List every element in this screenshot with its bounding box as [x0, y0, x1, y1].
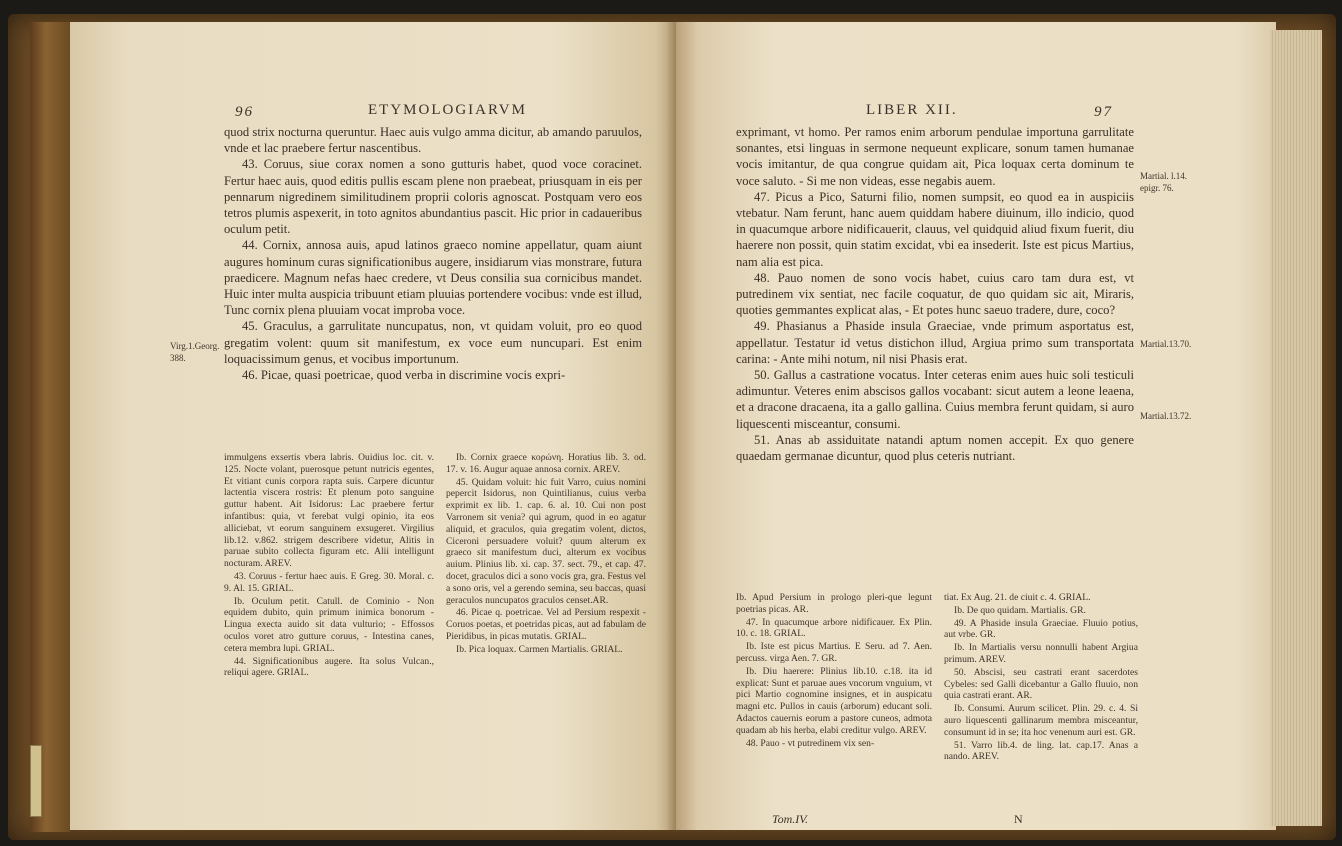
left-notes-column-2: [446, 452, 646, 657]
footnote: tiat. Ex Aug. 21. de ciuit c. 4. GRIAL.: [944, 592, 1091, 603]
footnote: 44. Significationibus augere. Ita solus Vulcan., reliqui agere. GRIAL.: [224, 655, 434, 679]
right-margin-note: Martial.13.70.: [1140, 339, 1192, 349]
footnote: Ib. Iste est picus Martius. E Seru. ad 7. Aen. percuss. virga Aen. 7. GR.: [736, 641, 932, 664]
right-margin-note: Martial.13.72.: [1140, 411, 1192, 421]
signature-mark: Tom.IV.: [772, 812, 809, 826]
footnote: Ib. In Martialis versu nonnulli habent Argiua primum. AREV.: [944, 642, 1138, 665]
right-paragraph: exprimant, vt homo. Per ramos enim arborum pendulae importuna garrulitate sonantes, etsi linguas in sermone nequeunt explicare, sonum tamen humanae vocis imitantur, de qua congrue quidam ait, Pica loquax certa dominum te voce saluto. - Si me non videas, esse negabis auem.: [736, 125, 1134, 188]
footnote: 48. Pauo - vt putredinem vix sen-: [746, 737, 875, 749]
footnote: Ib. De quo quidam. Martialis. GR.: [954, 604, 1086, 616]
footnote: Ib. Diu haerere: Plinius lib.10. c.18. ita id explicat: Sunt et paruae aues vncorum vnguium, vt pici Martio cognomine insignes, et in auspicatu magni etc. Pullos in cauis (arborum) educant soli. Adactos cauernis eorum a pastore cuneos, admota quadam ab his herba, elabi creditur vulgo. AREV.: [736, 665, 932, 736]
right-notes-column-1: [736, 592, 932, 750]
left-body-text: [224, 124, 642, 383]
footnote: 51. Varro lib.4. de ling. lat. cap.17. Anas a nando. AREV.: [944, 739, 1138, 763]
footnote: Ib. Cornix graece κορώνη. Horatius lib. 3. od. 17. v. 16. Augur aquae annosa cornix. AREV.: [446, 452, 646, 475]
footnote: Ib. Apud Persium in prologo pleri-que legunt poetrias picas. AR.: [736, 592, 932, 615]
left-running-head: ETYMOLOGIARVM: [368, 102, 527, 118]
right-notes-column-2: [944, 592, 1138, 764]
footnote: 43. Coruus - fertur haec auis. E Greg. 30. Moral. c. 9. Al. 15. GRIAL.: [224, 570, 434, 594]
catchword: N: [1014, 812, 1023, 826]
right-paragraph: 49. Phasianus a Phaside insula Graeciae, vnde primum asportatus est, appellatur. Testatur id vetus distichon illud, Argiua primo sum transportata carina: - Ante mihi notum, nil nisi Phasis erat.: [736, 319, 1134, 366]
left-paragraph: 45. Graculus, a garrulitate nuncupatus, non, vt quidam voluit, pro eo quod gregatim volent: quum sit manifestum, ex voce eum nuncupari. Est enim loquacissimum genus, et vocibus importunum.: [224, 319, 642, 366]
left-page-number: 96: [235, 104, 254, 120]
right-page-edges: [1270, 30, 1322, 826]
left-paragraph: 43. Coruus, siue corax nomen a sono gutturis habet, quod voce coracinet. Fertur haec auis, quod editis pullis escam plene non praebeat, priusquam in eis per pennarum nigredinem similitudinem proprii coloris agnoscat. Postquam vero eos tetros plumis aspexerit, in toto agnitos abundantius pascit. Hic prior in cadaueribus oculum petit.: [224, 157, 642, 237]
right-paragraph: 48. Pauo nomen de sono vocis habet, cuius caro tam dura est, vt putredinem vix sentiat, nec facile coquatur, de quo quidam sic ait, Miraris, quoties gemmantes explicat alas, - Et potes hunc saeuo tradere, dure, coco?: [736, 270, 1134, 318]
right-paragraph: 51. Anas ab assiduitate natandi aptum nomen accepit. Ex quo genere quaedam germanae dicuntur, quod plus ceteris nutriant.: [736, 432, 1134, 464]
left-cover-edge: [30, 22, 70, 832]
footnote: 45. Quidam voluit: hic fuit Varro, cuius nomini pepercit Isidorus, non Quintilianus, cuius verba exprimit ex lib. 1. cap. 6. al. 10. Cui non post Varronem sit venia? qui agrum, quod in eo agatur aliquid, et graculos, quia gregatim volent, dictos, Ciceroni persuadere voluit? quum alterum ex graeco sit manifestum duci, alterum ex vocibus auium. Plinius lib. xi. cap. 37. sect. 79., et cap. 47. docet, graculos dici a sono vocis gra, gra. Festus vel a sono oris, vel a gerendo semina, seu baccas, quasi geraculos nuncupatos graculos censet.AR.: [446, 476, 646, 606]
footnote: Ib. Consumi. Aurum scilicet. Plin. 29. c. 4. Si auro liquescenti gallinarum membra misceantur, consumunt id in se; ita hoc venenum auri est. GR.: [944, 703, 1138, 738]
footnote: 46. Picae q. poetricae. Vel ad Persium respexit - Coruos poetas, et poetridas picas, aut ad fabulam de Pieridibus, in picas mutatis. GRIAL.: [446, 607, 646, 642]
footnote: 50. Abscisi, seu castrati erant sacerdotes Cybeles: sed Galli dicebantur a Gallo fluuio, non quia castrati erant. AR.: [944, 666, 1138, 702]
right-running-head: LIBER XII.: [866, 102, 958, 118]
footnote: immulgens exsertis vbera labris. Ouidius loc. cit. v. 125. Nocte volant, puerosque petunt nutricis egentes, Et vitiant cunis corpora rapta suis. Carpere dicuntur lactentia viscera rostris: Et plenum poto sanguine guttur habent. Ait Isidorus: Lac praebere fertur infantibus: quia, vt ferebat vulgi opinio, ita eos alliciebat, vt eorum sanguinem exsugeret. Virgilius lib.12. v.862. strigem describere videtur, Alitis in paruae subito collecta figuram etc. Alii intelligunt nocturam. AREV.: [224, 452, 434, 570]
left-paragraph: 44. Cornix, annosa auis, apud latinos graeco nomine appellatur, quam aiunt augures hominum curas significationibus augere, insidiarum vias monstrare, futura praedicere. Magnum nefas haec credere, vt Deus consilia sua cornicibus mandet. Huic inter multa auspicia tribuunt etiam pluuias portendere vocibus: vnde est illud, Tunc cornix plena pluuiam vocat improba voce.: [224, 238, 642, 318]
library-label: [30, 745, 42, 817]
right-paragraph: 50. Gallus a castratione vocatus. Inter ceteras enim aues huic soli testiculi adimuntur. Veteres enim abscisos gallos vocabant: sicut autem a leone leaena, et a dracone dracaena, ita a gallo gallina. Cuius membra ferunt quidam, si auro liquescenti misceantur, consumi.: [736, 368, 1134, 431]
left-paragraph: quod strix nocturna queruntur. Haec auis vulgo amma dicitur, ab amando paruulos, vnde et lac praebere fertur nascentibus.: [224, 125, 642, 156]
footnote: 49. A Phaside insula Graeciae. Fluuio potius, aut vrbe. GR.: [944, 617, 1138, 641]
right-page-number: 97: [1094, 104, 1113, 120]
right-margin-note: Martial. l.14. epigr. 76.: [1140, 171, 1187, 193]
left-notes-column-1: [224, 452, 434, 680]
right-body-text: [736, 124, 1134, 464]
left-margin-note: Virg.1.Georg. 388.: [170, 341, 220, 363]
footnote: Ib. Oculum petit. Catull. de Cominio - Non equidem dubito, quin primum inimica bonorum - Lingua execta auido sit data vulturio; - Effossos oculos voret atro gutture coruus, - Intestina canes, cetera membra lupi. GRIAL.: [224, 595, 434, 654]
left-paragraph: 46. Picae, quasi poetricae, quod verba in discrimine vocis expri-: [242, 368, 566, 383]
footnote: 47. In quacumque arbore nidificauer. Ex Plin. 10. c. 18. GRIAL.: [736, 616, 932, 640]
right-paragraph: 47. Picus a Pico, Saturni filio, nomen sumpsit, eo quod ea in auspiciis vtebatur. Nam ferunt, hanc auem quiddam habere diuinum, illo indicio, quod in quacumque arbore nidificauerit, clauus, vel quidquid aliud fixum fuerit, diu haerere non possit, quin statim excidat, vbi ea insederit. Iste est picus Martius, nam alia est pica.: [736, 189, 1134, 269]
footnote: Ib. Pica loquax. Carmen Martialis. GRIAL.: [456, 643, 623, 655]
